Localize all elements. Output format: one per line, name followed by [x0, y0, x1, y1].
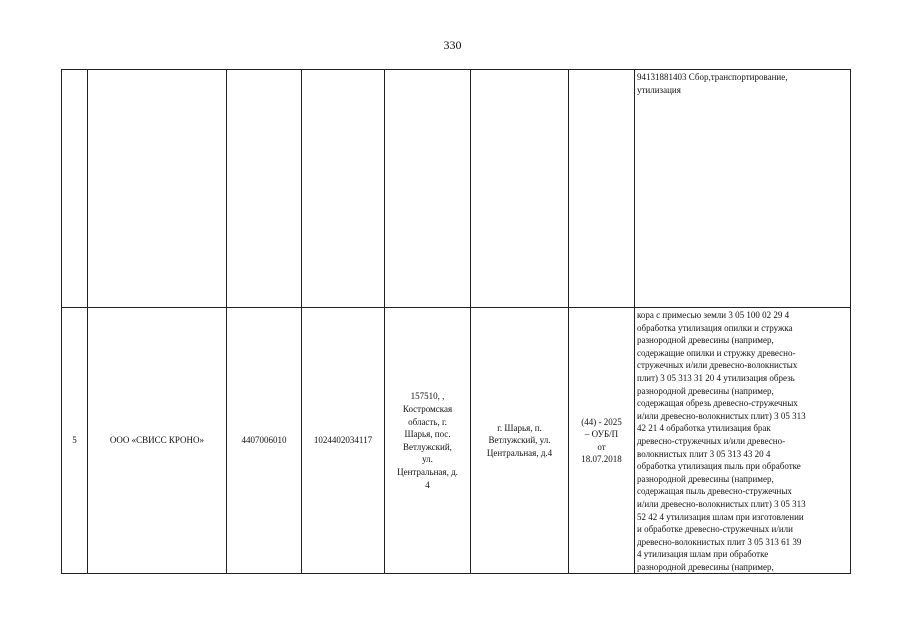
cell-organization-name: ООО «СВИСС КРОНО» — [88, 308, 227, 574]
site-address-text: г. Шарья, п. Ветлужский, ул. Центральная, д.4 — [486, 422, 553, 459]
table-row — [62, 70, 851, 308]
cell-legal-address — [385, 70, 471, 308]
cell-legal-address — [385, 308, 471, 574]
cell-index: 5 — [62, 308, 88, 574]
registry-table — [61, 69, 851, 574]
license-text: (44) - 2025 – ОУБ/П от 18.07.2018 — [581, 416, 622, 465]
cell-waste-activities — [635, 70, 851, 308]
cell-ogrn — [302, 70, 385, 308]
cell-site-address — [471, 308, 569, 574]
waste-activities-text: кора с примесью земли 3 05 100 02 29 4 обработка утилизация опилки и стружка разнородной древесины (например, содержащие опилки и стружку древесно- стружечных и/или древесно-волокнистых плит) 3 05 313 31 20 4 утилизация обрезь разнородной древесины (например, содержащая обрезь древесно-стружечных и/или древесно-волокнистых плит) 3 05 313 42 21 4 обработка утилизация брак древесно-стружечных и/или древесно- волокнистых плит 3 05 313 43 20 4 обработка утилизация пыль при обработке разнородной древесины (например, содержащая пыль древесно-стружечных и/или древесно-волокнистых плит) 3 05 313 52 42 4 утилизация шлам при изготовлении и обработке древесно-стружечных и/или древесно-волокнистых плит 3 05 313 61 39 4 утилизация шлам при обработке разнородной древесины (например, — [637, 310, 806, 572]
cell-organization-name — [88, 70, 227, 308]
cell-index — [62, 70, 88, 308]
cell-ogrn: 1024402034117 — [302, 308, 385, 574]
cell-inn: 4407006010 — [227, 308, 302, 574]
cell-waste-activities — [635, 308, 851, 574]
legal-address-text: 157510, , Костромская область, г. Шарья, пос. Ветлужский, ул. Центральная, д. 4 — [397, 391, 458, 490]
waste-activities-text: 94131881403 Сбор,транспортирование, утилизация — [637, 72, 788, 95]
cell-license — [569, 70, 635, 308]
page-number: 330 — [443, 38, 462, 52]
cell-site-address — [471, 70, 569, 308]
table-row — [62, 308, 851, 574]
cell-license — [569, 308, 635, 574]
cell-inn — [227, 70, 302, 308]
